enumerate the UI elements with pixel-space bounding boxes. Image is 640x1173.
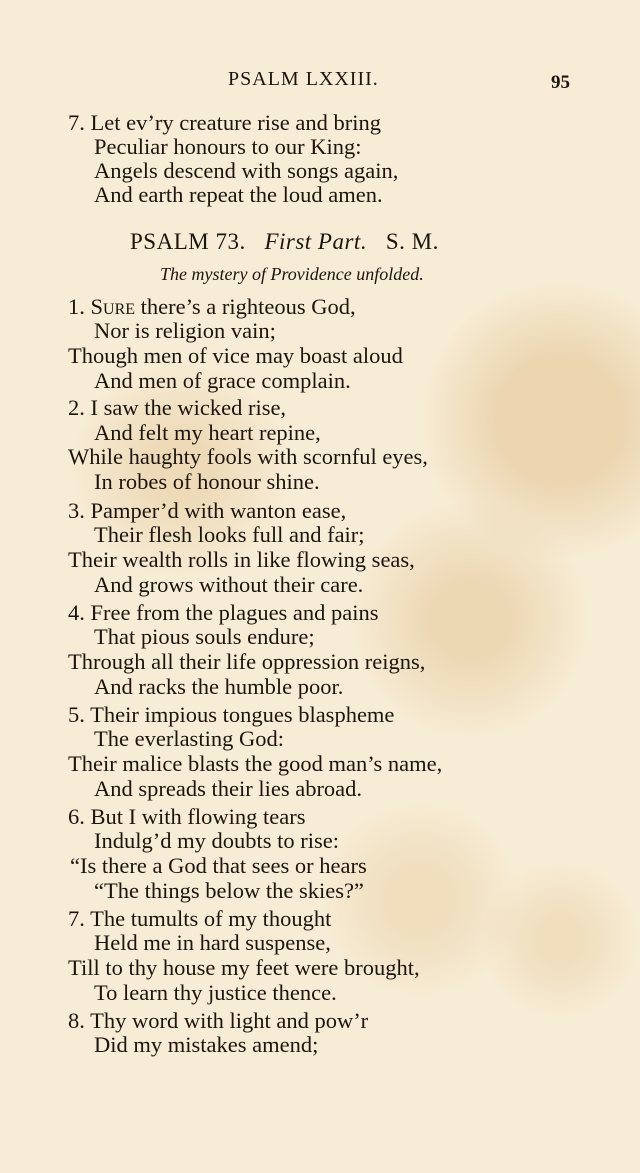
verse-line: “Is there a God that sees or hears bbox=[70, 853, 367, 878]
verse-line: 5. Their impious tongues blaspheme bbox=[68, 702, 395, 727]
verse-line: The everlasting God: bbox=[94, 726, 284, 751]
verse-line: Nor is religion vain; bbox=[94, 318, 276, 343]
verse-line: Did my mistakes amend; bbox=[94, 1032, 319, 1057]
verse-line: 6. But I with flowing tears bbox=[68, 804, 306, 829]
verse-line: Their wealth rolls in like flowing seas, bbox=[68, 547, 415, 572]
psalm-meter: S. M. bbox=[385, 229, 439, 254]
verse-line: 7. The tumults of my thought bbox=[68, 906, 332, 931]
verse-line: And men of grace complain. bbox=[94, 368, 351, 393]
verse-line: 7. Let ev’ry creature rise and bring bbox=[68, 110, 381, 135]
verse-line: Though men of vice may boast aloud bbox=[68, 343, 403, 368]
psalm-title bbox=[130, 229, 439, 255]
verse-line: That pious souls endure; bbox=[94, 624, 315, 649]
verse-line: Held me in hard suspense, bbox=[94, 930, 331, 955]
verse-line: 2. I saw the wicked rise, bbox=[68, 395, 287, 420]
verse-line: And earth repeat the loud amen. bbox=[94, 182, 383, 207]
verse-line: To learn thy justice thence. bbox=[94, 980, 337, 1005]
verse-line: Indulg’d my doubts to rise: bbox=[94, 828, 339, 853]
verse-line: And grows without their care. bbox=[94, 572, 364, 597]
running-head: PSALM LXXIII. bbox=[228, 68, 379, 90]
verse-line: Peculiar honours to our King: bbox=[94, 134, 362, 159]
verse-line: While haughty fools with scornful eyes, bbox=[68, 444, 428, 469]
stanza-number: 1. bbox=[68, 294, 85, 319]
verse-line: Angels descend with songs again, bbox=[94, 158, 399, 183]
verse-line: “The things below the skies?” bbox=[94, 878, 364, 903]
psalm-number: PSALM 73. bbox=[130, 229, 246, 254]
verse-line: Till to thy house my feet were brought, bbox=[68, 955, 420, 980]
verse-line: In robes of honour shine. bbox=[94, 469, 320, 494]
drop-word: Sure bbox=[90, 294, 136, 319]
verse-line: And felt my heart repine, bbox=[94, 420, 321, 445]
psalm-part: First Part. bbox=[264, 229, 368, 254]
verse-line: And spreads their lies abroad. bbox=[94, 776, 363, 801]
verse-line-rest: there’s a righteous God, bbox=[135, 294, 356, 319]
verse-line: Their malice blasts the good man’s name, bbox=[68, 751, 443, 776]
verse-line: Their flesh looks full and fair; bbox=[94, 522, 365, 547]
page-header bbox=[0, 68, 640, 98]
psalm-subtitle: The mystery of Providence unfolded. bbox=[160, 264, 424, 284]
verse-line: 4. Free from the plagues and pains bbox=[68, 600, 379, 625]
verse-line: 8. Thy word with light and pow’r bbox=[68, 1008, 369, 1033]
verse-line: 3. Pamper’d with wanton ease, bbox=[68, 498, 347, 523]
verse-line bbox=[68, 294, 356, 320]
page-number: 95 bbox=[551, 72, 570, 93]
verse-line: And racks the humble poor. bbox=[94, 674, 344, 699]
verse-line: Through all their life oppression reigns, bbox=[68, 649, 426, 674]
